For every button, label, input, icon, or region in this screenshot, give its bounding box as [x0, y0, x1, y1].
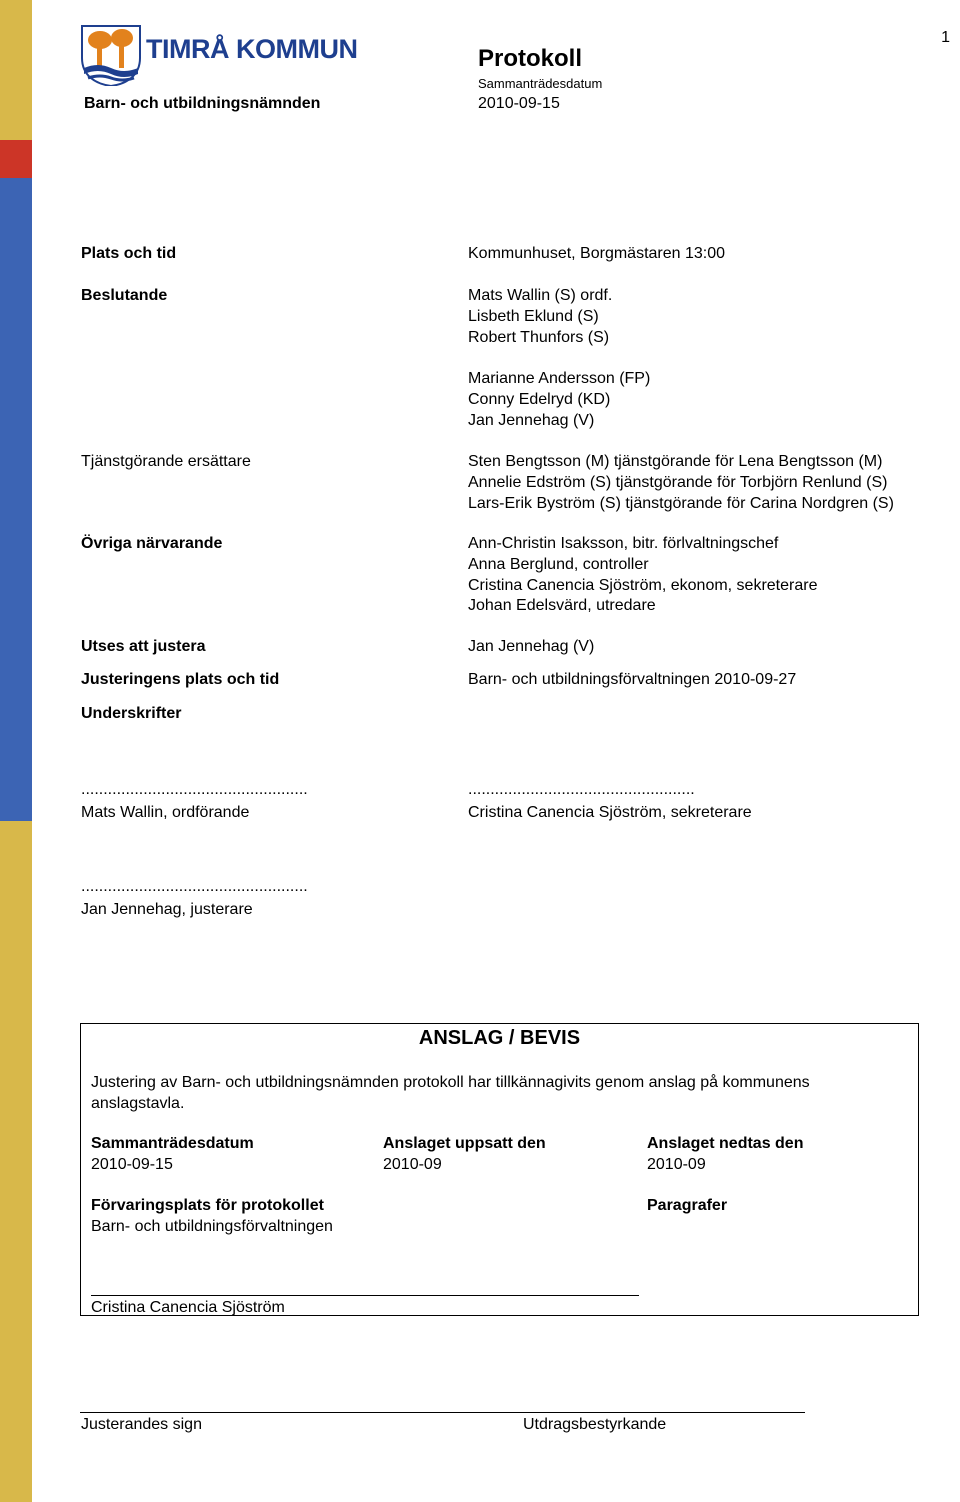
col3-label: Anslaget nedtas den	[647, 1135, 804, 1152]
justering-label: Justeringens plats och tid	[81, 671, 280, 688]
beslutande-list-2	[468, 369, 650, 431]
paragraphs-label: Paragrafer	[647, 1197, 728, 1214]
substitute-entry: Lars-Erik Byström (S) tjänstgörande för Carina Nordgren (S)	[468, 494, 894, 512]
member-name: Conny Edelryd (KD)	[468, 390, 611, 408]
plats-value: Kommunhuset, Borgmästaren 13:00	[468, 245, 726, 262]
signature-chair: Mats Wallin, ordförande	[81, 804, 250, 821]
member-name: Lisbeth Eklund (S)	[468, 307, 599, 325]
col2-label: Anslaget uppsatt den	[383, 1135, 546, 1152]
ersattare-list	[468, 452, 894, 514]
signature-dots-chair: ...................................................	[81, 781, 308, 798]
attendee-entry: Anna Berglund, controller	[468, 555, 649, 573]
date-label: Sammanträdesdatum	[478, 76, 603, 91]
member-name: Jan Jennehag (V)	[468, 411, 595, 429]
signature-dots-secretary: ...................................................	[468, 781, 695, 798]
anslag-box	[80, 1023, 919, 1316]
storage-value: Barn- och utbildningsförvaltningen	[91, 1218, 333, 1235]
anslag-signer: Cristina Canencia Sjöström	[91, 1299, 285, 1316]
col1-value: 2010-09-15	[91, 1156, 173, 1173]
footer-right: Utdragsbestyrkande	[523, 1416, 667, 1433]
attendee-entry: Johan Edelsvärd, utredare	[468, 597, 656, 615]
anslag-text: Justering av Barn- och utbildningsnämnden protokoll har tillkännagivits genom anslag på kommunens anslagstavla.	[91, 1074, 810, 1112]
member-name: Mats Wallin (S) ordf.	[468, 287, 613, 304]
ovriga-label: Övriga närvarande	[81, 535, 223, 552]
signature-adjuster: Jan Jennehag, justerare	[81, 901, 253, 918]
stripe-red	[0, 140, 32, 178]
stripe-yellow-top	[0, 0, 32, 140]
footer-left: Justerandes sign	[81, 1416, 202, 1433]
committee-name: Barn- och utbildningsnämnden	[84, 95, 321, 112]
utses-value: Jan Jennehag (V)	[468, 638, 595, 655]
tree-emblem-icon	[80, 24, 142, 86]
page-number: 1	[941, 29, 950, 46]
col1-label: Sammanträdesdatum	[91, 1135, 254, 1152]
signature-secretary: Cristina Canencia Sjöström, sekreterare	[468, 804, 752, 821]
stripe-blue	[0, 178, 32, 821]
anslag-title: ANSLAG / BEVIS	[418, 1027, 581, 1049]
document-title: Protokoll	[478, 45, 583, 72]
substitute-entry: Sten Bengtsson (M) tjänstgörande för Lena Bengtsson (M)	[468, 453, 883, 470]
col3-value: 2010-09	[647, 1156, 706, 1173]
attendee-entry: Cristina Canencia Sjöström, ekonom, sekreterare	[468, 576, 818, 594]
member-name: Marianne Andersson (FP)	[468, 370, 651, 387]
beslutande-list-1	[468, 286, 612, 348]
ovriga-list	[468, 534, 817, 617]
justering-value: Barn- och utbildningsförvaltningen 2010-09-27	[468, 671, 797, 688]
signature-line	[91, 1295, 639, 1296]
substitute-entry: Annelie Edström (S) tjänstgörande för Torbjörn Renlund (S)	[468, 473, 888, 491]
stripe-yellow-bottom	[0, 821, 32, 1502]
municipality-logo	[80, 24, 358, 90]
beslutande-label: Beslutande	[81, 287, 168, 304]
member-name: Robert Thunfors (S)	[468, 328, 610, 346]
storage-label: Förvaringsplats för protokollet	[91, 1197, 324, 1214]
utses-label: Utses att justera	[81, 638, 206, 655]
meeting-date: 2010-09-15	[478, 95, 560, 112]
plats-label: Plats och tid	[81, 245, 177, 262]
logo-text: TIMRÅ KOMMUN	[146, 34, 358, 64]
attendee-entry: Ann-Christin Isaksson, bitr. förlvaltningschef	[468, 535, 779, 552]
signature-dots-adjuster: ...................................................	[81, 878, 308, 895]
col2-value: 2010-09	[383, 1156, 442, 1173]
underskrifter-label: Underskrifter	[81, 705, 182, 722]
ersattare-label: Tjänstgörande ersättare	[81, 453, 251, 470]
footer-line	[80, 1412, 805, 1413]
